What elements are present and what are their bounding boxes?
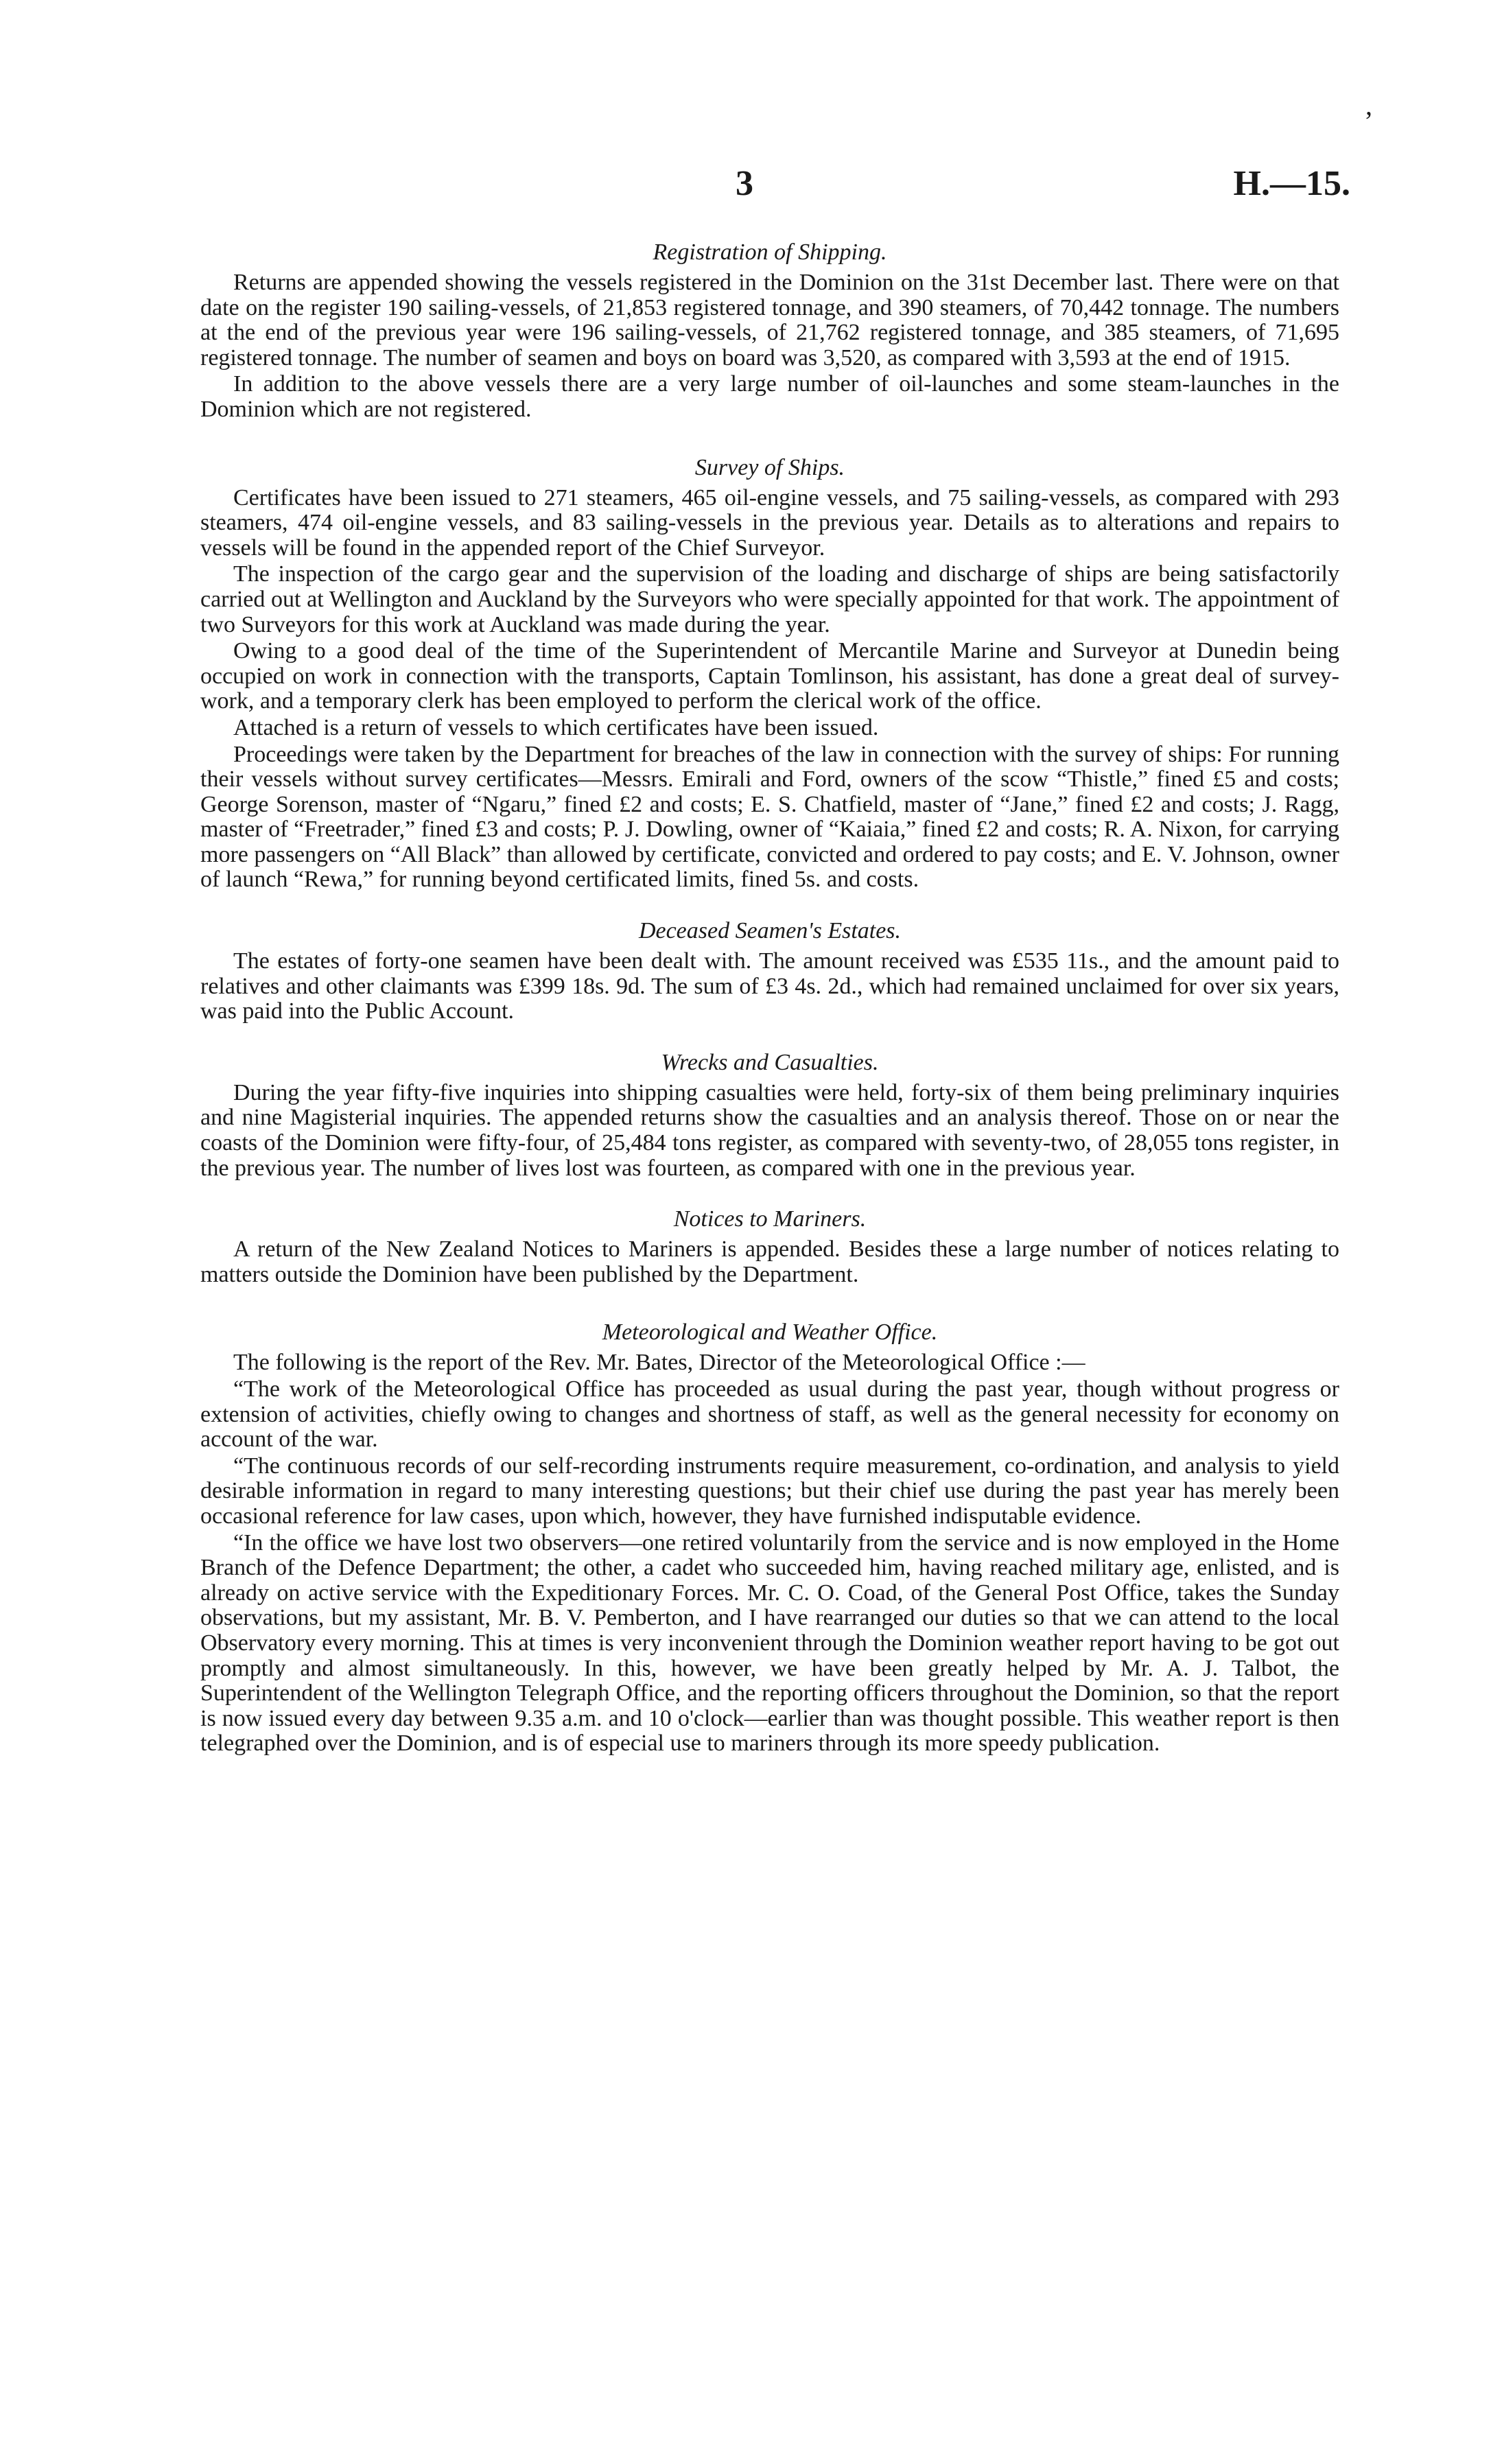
- paragraph: Certificates have been issued to 271 steamers, 465 oil-engine vessels, and 75 sailing-vessels, as compared with 293 steamers, 474 oil-engine vessels, and 83 sailing-vessels in the previous year. Details as to alterations and repairs to vessels will be found in the appended report of the Chief Surveyor.: [200, 484, 1339, 561]
- paragraph: The estates of forty-one seamen have been dealt with. The amount received was £535 11s., and the amount paid to relatives and other claimants was £399 18s. 9d. The sum of £3 4s. 2d., which had remained unclaimed for over six years, was paid into the Public Account.: [200, 948, 1339, 1024]
- paragraph: The inspection of the cargo gear and the supervision of the loading and discharge of ships are being satisfactorily carried out at Wellington and Auckland by the Surveyors who were specially appointed for that work. The appointment of two Surveyors for this work at Auckland was made during the year.: [200, 561, 1339, 637]
- section-heading: Deceased Seamen's Estates.: [638, 918, 902, 944]
- paragraph: During the year fifty-five inquiries into shipping casualties were held, forty-six of them being preliminary inquiries and nine Magisterial inquiries. The appended returns show the casualties and an analysis thereof. Those on or near the coasts of the Dominion were fifty-four, of 25,484 tons register, as compared with seventy-two, of 28,055 tons register, in the previous year. The number of lives lost was fourteen, as compared with one in the previous year.: [200, 1079, 1339, 1181]
- paragraph: “The work of the Meteorological Office has proceeded as usual during the past year, though without progress or extension of activities, chiefly owing to changes and shortness of staff, as well as the general necessity for economy on account of the war.: [200, 1376, 1339, 1453]
- paragraph: Proceedings were taken by the Department for breaches of the law in connection with the survey of ships: For running their vessels without survey certificates—Messrs. Emirali and Ford, owners of the scow “Thistle,” fined £5 and costs; George Sorenson, master of “Ngaru,” fined £2 and costs; E. S. Chatfield, master of “Jane,” fined £2 and costs; J. Ragg, master of “Freetrader,” fined £3 and costs; P. J. Dowling, owner of “Kaiaia,” fined £2 and costs; R. A. Nixon, for carrying more passengers on “All Black” than allowed by certificate, convicted and ordered to pay costs; and E. V. Johnson, owner of launch “Rewa,” for running beyond certificated limits, fined 5s. and costs.: [200, 741, 1339, 893]
- section-survey-of-ships: [200, 454, 1339, 893]
- paragraph: Attached is a return of vessels to which certificates have been issued.: [233, 714, 879, 740]
- paper-reference: H.—15.: [1233, 164, 1350, 203]
- section-wrecks-and-casualties: [200, 1049, 1339, 1181]
- section-meteorological-office: [200, 1319, 1339, 1757]
- paragraph: The following is the report of the Rev. Mr. Bates, Director of the Meteorological Office :—: [233, 1350, 1085, 1376]
- section-heading: Meteorological and Weather Office.: [602, 1319, 938, 1346]
- page-number: 3: [736, 164, 753, 203]
- section-heading: Registration of Shipping.: [653, 239, 887, 265]
- section-heading: Wrecks and Casualties.: [661, 1049, 879, 1075]
- paragraph: Returns are appended showing the vessels registered in the Dominion on the 31st December last. There were on that date on the register 190 sailing-vessels, of 21,853 registered tonnage, and 390 steamers, of 70,442 tonnage. The numbers at the end of the previous year were 196 sailing-vessels, of 21,762 registered tonnage, and 385 steamers, of 71,695 registered tonnage. The number of seamen and boys on board was 3,520, as compared with 3,593 at the end of 1915.: [200, 270, 1339, 371]
- paragraph: A return of the New Zealand Notices to Mariners is appended. Besides these a large number of notices relating to matters outside the Dominion have been published by the Department.: [200, 1236, 1339, 1287]
- paragraph: Owing to a good deal of the time of the Superintendent of Mercantile Marine and Surveyor at Dunedin being occupied on work in connection with the transports, Captain Tomlinson, his assistant, has done a great deal of survey-work, and a temporary clerk has been employed to perform the clerical work of the office.: [200, 638, 1339, 714]
- section-heading: Survey of Ships.: [694, 454, 845, 480]
- corner-mark: ,: [1365, 90, 1372, 121]
- paragraph: In addition to the above vessels there are a very large number of oil-launches and some steam-launches in the Dominion which are not registered.: [200, 371, 1339, 422]
- paragraph: “The continuous records of our self-recording instruments require measurement, co-ordination, and analysis to yield desirable information in regard to many interesting questions; but their chief use during the past year has merely been occasional reference for law cases, upon which, however, they have furnished indisputable evidence.: [200, 1453, 1339, 1529]
- body-text: [200, 239, 1339, 1758]
- section-notices-to-mariners: [200, 1206, 1339, 1287]
- section-heading: Notices to Mariners.: [673, 1206, 867, 1232]
- paragraph: “In the office we have lost two observers—one retired voluntarily from the service and is now employed in the Home Branch of the Defence Department; the other, a cadet who succeeded him, having reached military age, enlisted, and is already on active service with the Expeditionary Forces. Mr. C. O. Coad, of the General Post Office, takes the Sunday observations, but my assistant, Mr. B. V. Pemberton, and I have rearranged our duties so that we can attend to the local Observatory every morning. This at times is very inconvenient through the Dominion weather report having to be got out promptly and almost simultaneously. In this, however, we have been greatly helped by Mr. A. J. Talbot, the Superintendent of the Wellington Telegraph Office, and the reporting officers throughout the Dominion, so that the report is now issued every day between 9.35 a.m. and 10 o'clock—earlier than was thought possible. This weather report is then telegraphed over the Dominion, and is of especial use to mariners through its more speedy publication.: [200, 1529, 1339, 1757]
- section-registration-of-shipping: [200, 239, 1339, 423]
- section-deceased-seamens-estates: [200, 917, 1339, 1024]
